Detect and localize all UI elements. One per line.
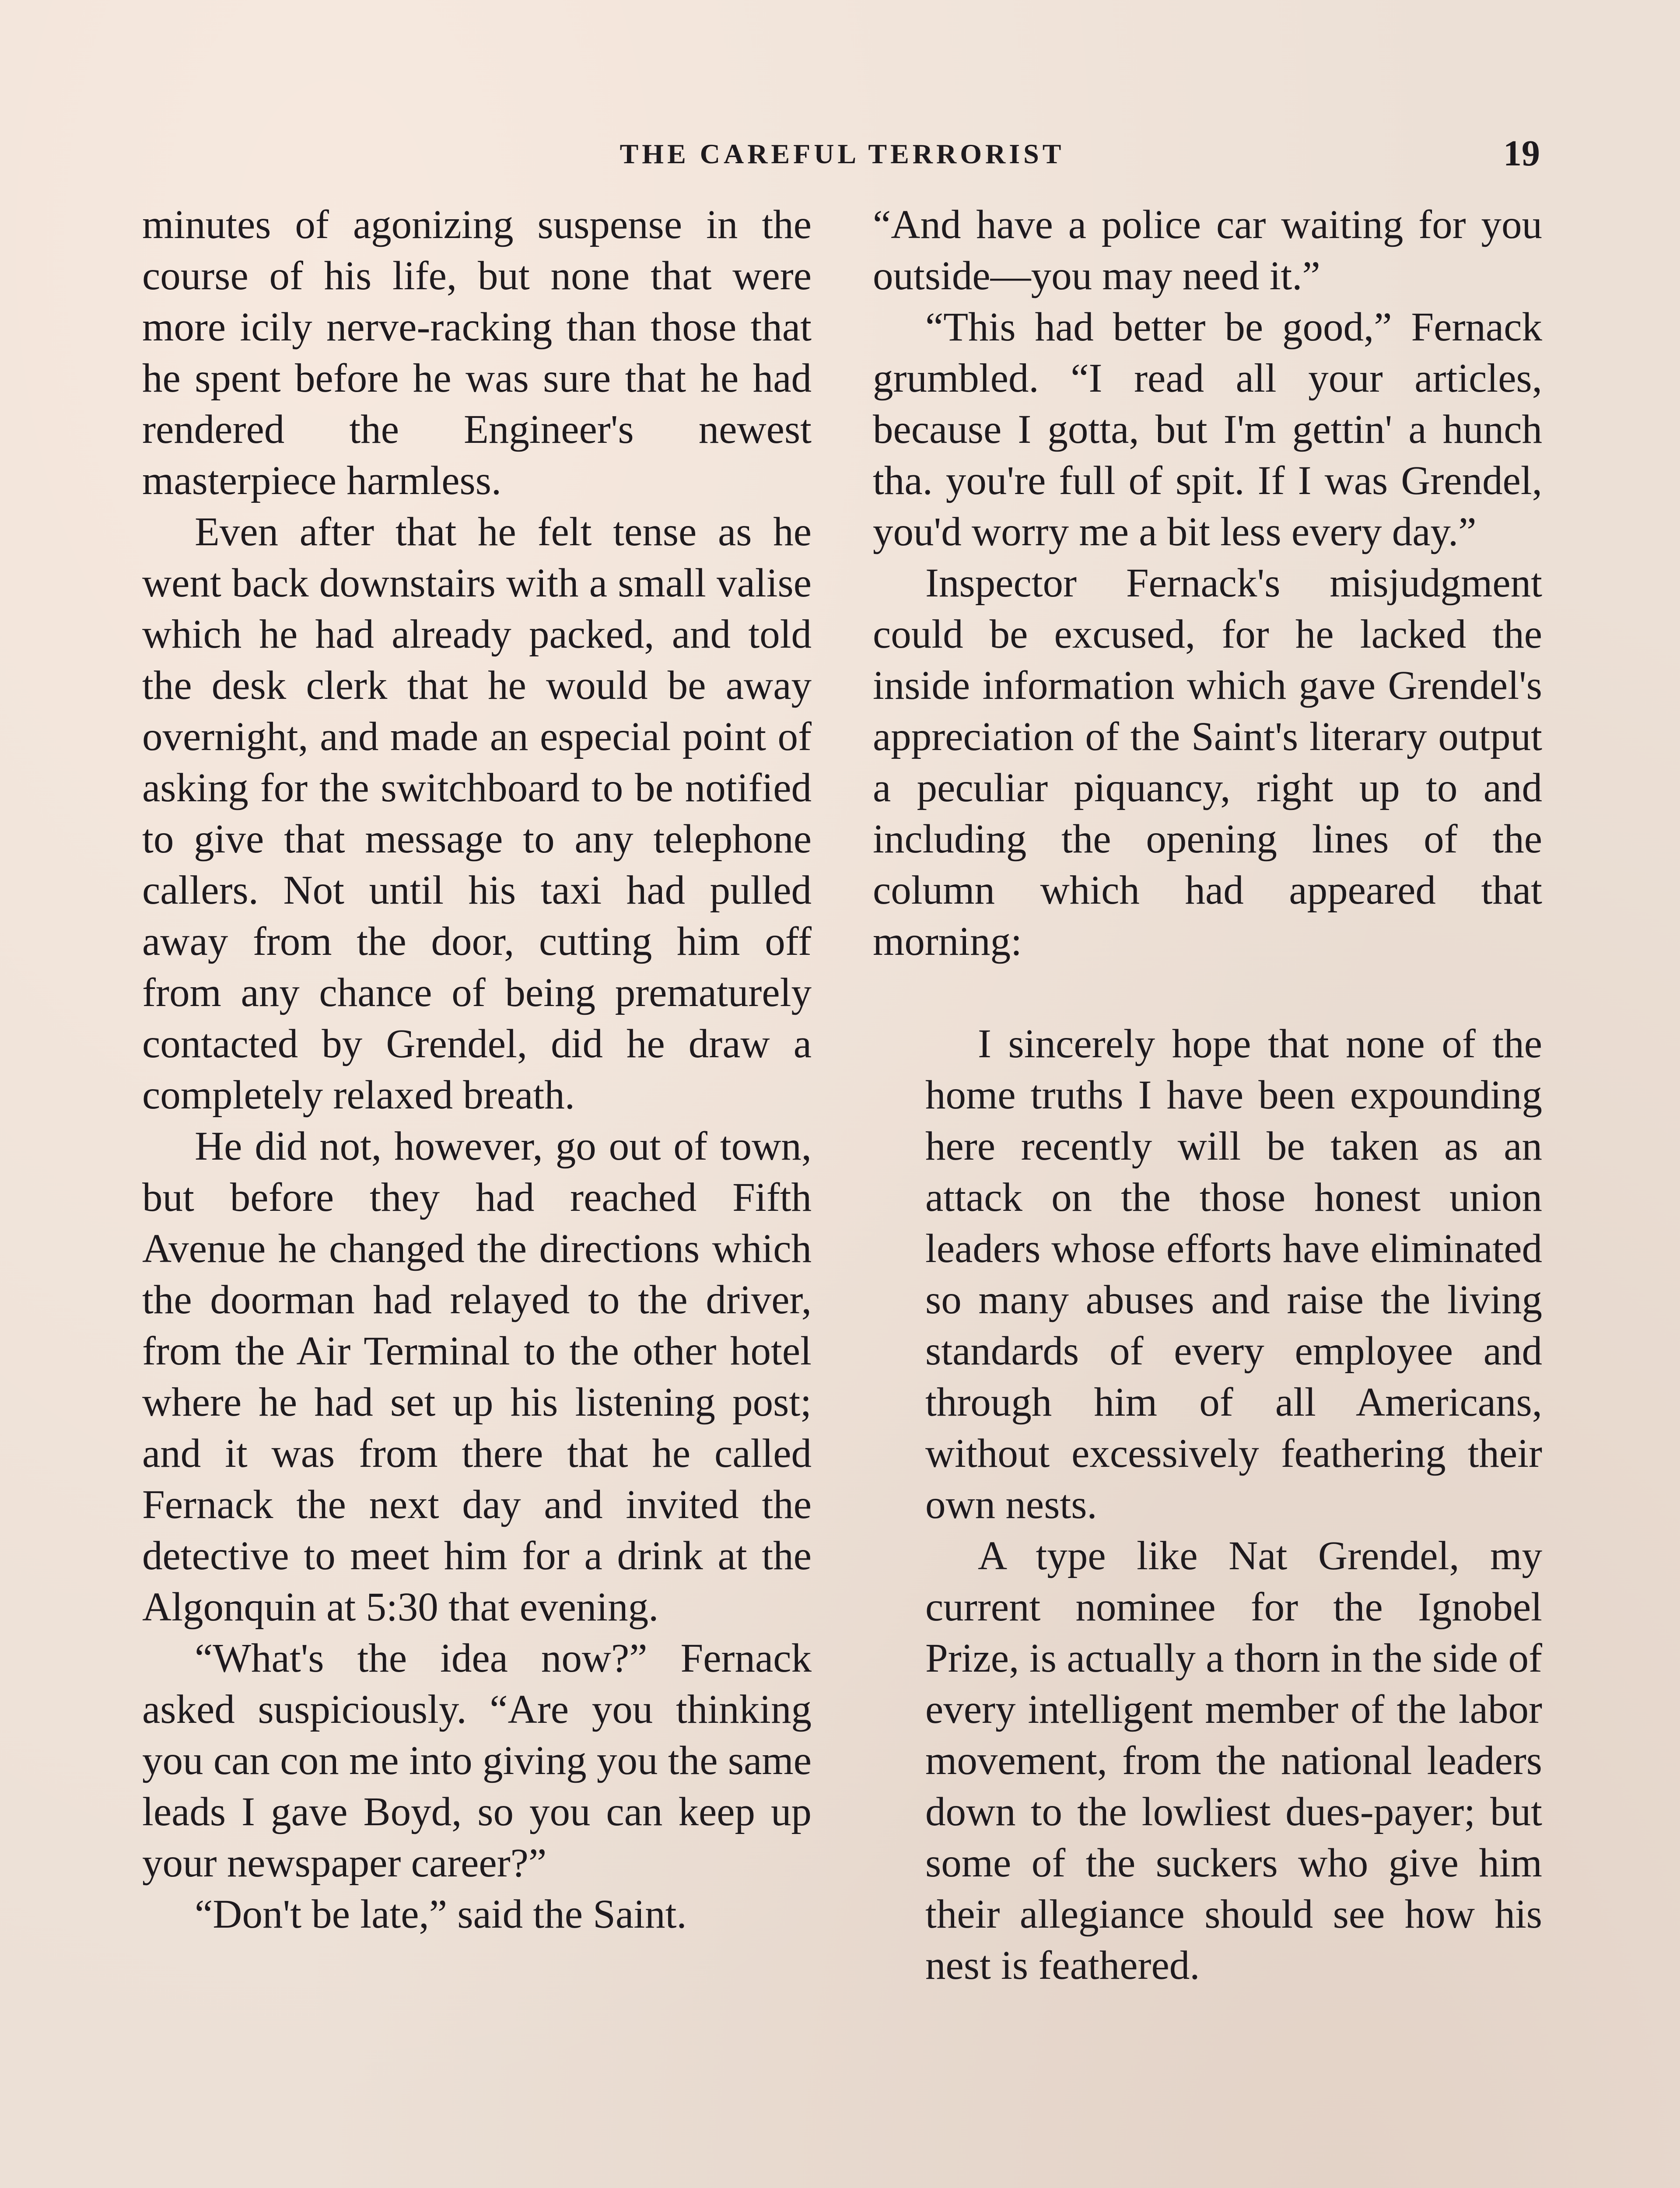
paragraph: Even after that he felt tense as he went back downstairs with a small valise which he had already packed, and told the desk clerk that he would be away overnight, and made an especial point of asking for the switchboard to be notified to give that message to any telephone callers. Not until his taxi had pulled away from the door, cutting him off from any chance of being prematurely contacted by Grendel, did he draw a completely relaxed breath. xyxy=(142,509,812,1118)
running-head xyxy=(144,133,1540,176)
paragraph: “Don't be late,” said the Saint. xyxy=(195,1892,687,1937)
paragraph: “And have a police car waiting for you outside—you may need it.” xyxy=(873,202,1542,298)
paragraph: “What's the idea now?” Fernack asked suspiciously. “Are you thinking you can con me into giving you the same leads I gave Boyd, so you can keep up your newspaper career?” xyxy=(142,1636,812,1886)
paragraph: Inspector Fernack's misjudgment could be excused, for he lacked the inside information which gave Grendel's appreciation of the Saint's literary output a peculiar piquancy, right up to and including the opening lines of the column which had appeared that morning: xyxy=(873,561,1542,964)
left-column xyxy=(142,199,812,1940)
quoted-column-excerpt xyxy=(873,1018,1542,1991)
right-column xyxy=(873,199,1542,1991)
page-number: 19 xyxy=(1503,133,1540,174)
section-spacer xyxy=(873,967,1542,1018)
running-title: THE CAREFUL TERRORIST xyxy=(620,138,1065,169)
quote-paragraph: A type like Nat Grendel, my current nominee for the Ignobel Prize, is actually a thorn in the side of every intelligent member of the labor movement, from the national leaders down to the lowliest dues-payer; but some of the suckers who give him their allegiance should see how his nest is feathered. xyxy=(925,1533,1542,1988)
paragraph: He did not, however, go out of town, but before they had reached Fifth Avenue he changed the directions which the doorman had relayed to the driver, from the Air Terminal to the other hotel where he had set up his listening post; and it was from there that he called Fernack the next day and invited the detective to meet him for a drink at the Algonquin at 5:30 that evening. xyxy=(142,1124,812,1630)
paragraph: “This had better be good,” Fernack grumbled. “I read all your articles, because I gotta, but I'm gettin' a hunch tha. you're full of spit. If I was Grendel, you'd worry me a bit less every day.” xyxy=(873,305,1542,554)
quote-paragraph: I sincerely hope that none of the home truths I have been expounding here recently will be taken as an attack on the those honest union leaders whose efforts have eliminated so many abuses and raise the living standards of every employee and through him of all Americans, without excessively feathering their own nests. xyxy=(925,1021,1542,1527)
paragraph: minutes of agonizing suspense in the course of his life, but none that were more icily nerve-racking than those that he spent before he was sure that he had rendered the Engineer's newest masterpiece harmless. xyxy=(142,202,812,503)
